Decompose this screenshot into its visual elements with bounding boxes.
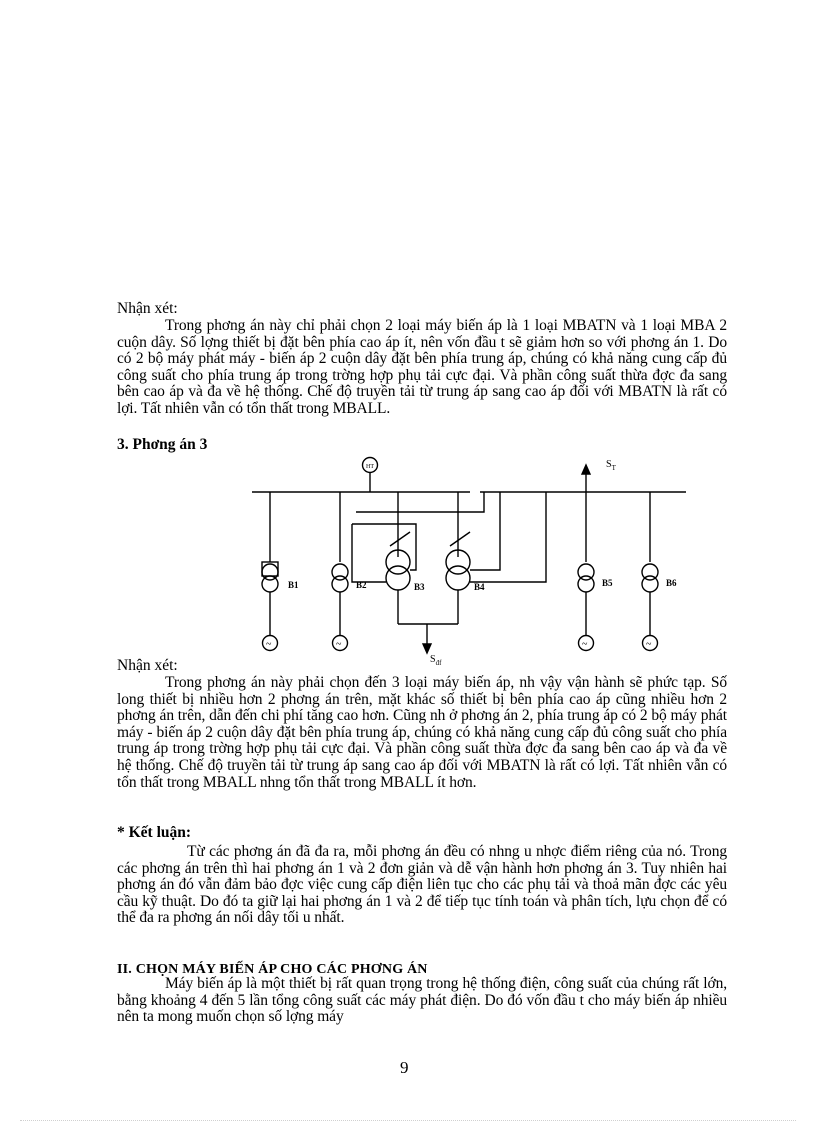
remark-text-2: Trong phơng án này phải chọn đến 3 loại máy biến áp, nh vậy vận hành sẽ phức tạp. Số long thiết bị nhiều hơn 2 phơng án trên, mặt khác số thiết bị bên phía cao áp cũng nhiều hơn 2 phơng án trên, dẫn đến chi phí tăng cao hơn. Cũng nh ở phơng án 2, phía trung áp có 2 bộ máy phát máy - biến áp 2 cuộn dây đặt bên phía trung áp, chúng có khả năng cung cấp đủ công suất cho phía trung áp trong trờng hợp phụ tải cực đại. Và phần công suất thừa đợc đa sang bên cao áp và đa về hệ thống. Chế độ truyền tải từ trung áp sang cao áp đối với MBATN là rất có lợi. Tất nhiên vẫn có tổn thất trong MBALL nhng tổn thất trong MBALL ít hơn. — [117, 674, 727, 791]
transformer-label-b3: B3 — [414, 582, 425, 592]
section-ii-text: Máy biến áp là một thiết bị rất quan trọng trong hệ thống điện, công suất của chúng rất lớn, bằng khoảng 4 đến 5 lần tổng công suất các máy phát điện. Do đó vốn đầu t cho máy biến áp nhiều nên ta mong muốn chọn số lợng máy — [117, 975, 727, 1026]
conclusion-text: Từ các phơng án đã đa ra, mỗi phơng án đều có nhng u nhợc điểm riêng của nó. Trong các phơng án trên thì hai phơng án 1 và 2 đơn giản và dễ vận hành hơn phơng án 3. Tuy nhiên hai phơng án đó vẫn đảm bảo đợc việc cung cấp điện liên tục cho các phụ tải và thoả mãn đợc các yêu cầu kỹ thuật. Do đó ta giữ lại hai phơng án 1 và 2 để tiếp tục tính toán và phân tích, lựu chọn để có thể đa ra phơng án nối dây tối u nhất. — [117, 843, 727, 927]
footer-divider — [20, 1120, 796, 1121]
remark-paragraph-2 — [117, 675, 727, 791]
transformer-label-b2: B2 — [356, 580, 367, 590]
generator-symbol-5: ~ — [582, 639, 588, 650]
section-ii-heading: II. CHỌN MÁY BIẾN ÁP CHO CÁC PHƠNG ÁN — [117, 962, 428, 977]
generator-symbol-1: ~ — [266, 639, 272, 650]
option-3-heading: 3. Phơng án 3 — [117, 436, 208, 453]
generator-symbol-6: ~ — [646, 639, 652, 650]
transformer-label-b1: B1 — [288, 580, 299, 590]
transformer-label-b5: B5 — [602, 578, 613, 588]
generator-symbol-2: ~ — [336, 639, 342, 650]
remark-paragraph-1 — [117, 318, 727, 418]
remark-text-1: Trong phơng án này chỉ phải chọn 2 loại máy biến áp là 1 loại MBATN và 1 loại MBA 2 cuộn dây. Số lợng thiết bị đặt bên phía cao áp ít, nên vốn đầu t sẽ giảm hơn so với phơng án 1. Do có 2 bộ máy phát máy - biến áp 2 cuộn dây đặt bên phía trung áp, chúng có khả năng cung cấp đủ công suất cho phía trung áp trong trờng hợp phụ tải cực đại. Và phần công suất thừa đợc đa sang bên cao áp và đa về hệ thống. Chế độ truyền tải từ trung áp sang cao áp đối với MBATN là rất có lợi. Tất nhiên vẫn có tổn thất trong MBALL. — [117, 317, 727, 417]
transformer-label-b6: B6 — [666, 578, 677, 588]
conclusion-paragraph — [117, 844, 727, 927]
page-number: 9 — [400, 1058, 409, 1077]
st-label: $S_T$ — [606, 459, 616, 472]
remark-label-2: Nhận xét: — [117, 657, 178, 674]
section-ii-paragraph — [117, 976, 727, 1026]
remark-label-1: Nhận xét: — [117, 300, 178, 317]
conclusion-label: * Kết luận: — [117, 824, 192, 841]
ht-label: HT — [366, 464, 374, 470]
option-3-diagram — [240, 452, 700, 672]
sdf-label: $S_{đf}$ — [430, 654, 442, 667]
transformer-label-b4: B4 — [474, 582, 485, 592]
